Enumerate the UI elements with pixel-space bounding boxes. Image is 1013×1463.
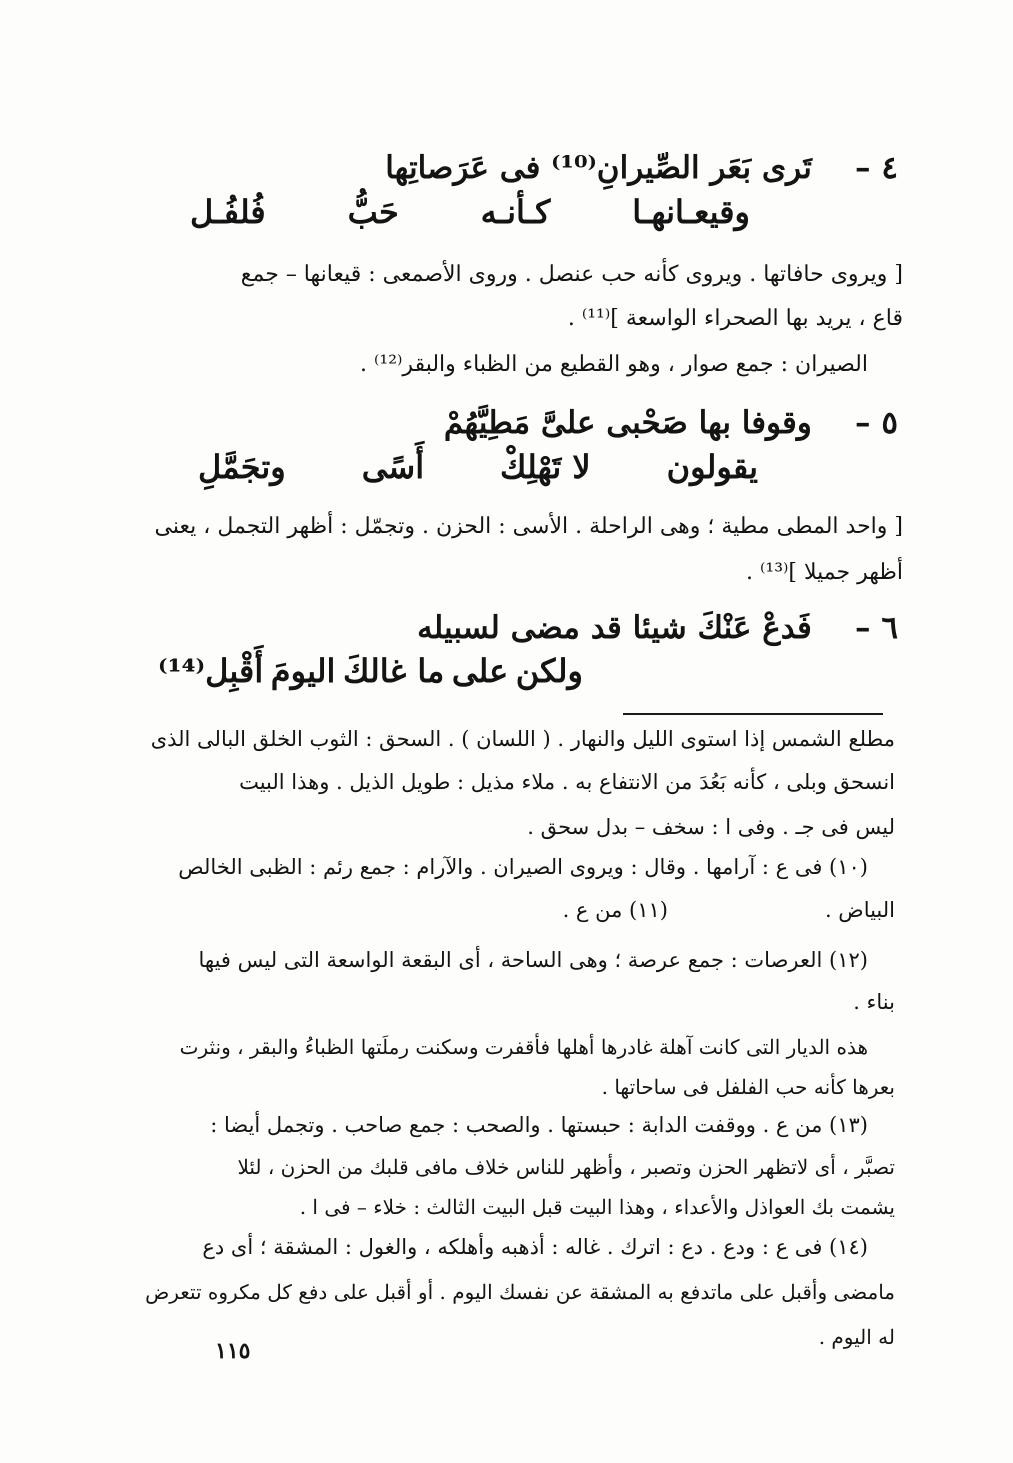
footnote-line: مطلع الشمس إذا استوى الليل والنهار . ( اللسان ) . السحق : الثوب الخلق البالى الذى [150,727,895,751]
verse-6-first-line: فَدعْ عَنْكَ شيئا قد مضى لسبيله [417,610,812,646]
verse-word: اليومَ [270,652,336,690]
verse-6-number: ٦ – [855,610,898,646]
footnote-line: (١٤) فى ع : ودع . دع : اترك . غاله : أذهبه وأهلكه ، والغول : المشقة ؛ أى دع [202,1235,868,1259]
footnote-line: (١١) من ع . [562,898,668,922]
verse-word: أَقْبِل⁽¹⁴⁾ [158,652,264,690]
verse-word: ما غالكَ [343,652,445,690]
verse-4-second-hemistich [190,193,750,231]
verse-word: كـأنـه [480,193,551,231]
footnote-line: هذه الديار التى كانت آهلة غادرها أهلها فأقفرت وسكنت رملَتها الظباءُ والبقر ، ونثرت [179,1035,868,1059]
verse-word: على [451,652,509,690]
verse-word: فُلفُـل [190,193,266,231]
verse-5-number: ٥ – [855,405,898,441]
footnote-line: بعرها كأنه حب الفلفل فى ساحاتها . [601,1075,895,1099]
verse-word: وتجَمَّلِ [198,448,286,486]
footnote-line: يشمت بك العواذل والأعداء ، وهذا البيت قبل البيت الثالث : خلاء – فى ا . [299,1195,895,1219]
footnote-line: له اليوم . [818,1325,895,1349]
verse-word: لا تَهْلِكْ [500,448,591,486]
verse-4-note-line-3: الصيران : جمع صوار ، وهو القطيع من الظباء والبقر⁽¹²⁾ . [360,352,868,377]
verse-5-note-line-2: أظهر جميلا ]⁽¹³⁾ . [746,560,903,585]
page-number: ١١٥ [215,1338,251,1364]
footnote-line: مامضى وأقبل على ماتدفع به المشقة عن نفسك اليوم . أو أقبل على دفع كل مكروه تتعرض [145,1280,895,1304]
verse-4-note-line-1: [ ويروى حافاتها . ويروى كأنه حب عنصل . وروى الأصمعى : قيعانها – جمع [240,262,903,287]
verse-5-second-hemistich [198,448,758,486]
verse-4-number: ٤ – [855,150,898,186]
footnote-line: بناء . [853,990,895,1014]
verse-word: ولكن [515,652,583,690]
verse-6-first-hemistich [278,610,898,646]
verse-word: أَسًى [361,448,425,486]
verse-word: حَبُّ [347,193,399,231]
verse-4-note-line-2: قاع ، يريد بها الصحراء الواسعة ]⁽¹¹⁾ . [567,306,903,331]
verse-word: وقيعـانهـا [632,193,750,231]
verse-6-second-hemistich [158,652,583,690]
verse-5-first-line: وقوفا بها صَحْبى علىَّ مَطِيَّهُمْ [443,405,812,441]
footnote-separator [623,713,883,715]
footnote-line: البياض . [824,898,895,922]
footnote-line: (١٠) فى ع : آرامها . وقال : ويروى الصيران . والآرام : جمع رئم : الظبى الخالص [178,855,868,879]
footnote-line: تصبَّر ، أى لاتظهر الحزن وتصبر ، وأظهر للناس خلاف مافى قلبك من الحزن ، لئلا [237,1155,895,1179]
verse-4-first-line: تَرى بَعَر الصِّيرانِ⁽¹⁰⁾ فى عَرَصاتِها [385,150,812,186]
footnote-line: ليس فى جـ . وفى ا : سخف – بدل سحق . [527,815,895,839]
verse-5-first-hemistich [278,405,898,441]
verse-5-note-line-1: [ واحد المطى مطية ؛ وهى الراحلة . الأسى : الحزن . وتجمّل : أظهر التجمل ، يعنى [154,514,903,539]
verse-word: يقولون [666,448,758,486]
verse-4-first-hemistich [278,150,898,186]
footnote-line: (١٢) العرصات : جمع عرصة ؛ وهى الساحة ، أى البقعة الواسعة التى ليس فيها [198,948,868,972]
footnote-line: (١٣) من ع . ووقفت الدابة : حبستها . والصحب : جمع صاحب . وتجمل أيضا : [210,1113,868,1137]
footnote-line: انسحق وبلى ، كأنه بَعُدَ من الانتفاع به . ملاء مذيل : طويل الذيل . وهذا البيت [239,770,895,794]
